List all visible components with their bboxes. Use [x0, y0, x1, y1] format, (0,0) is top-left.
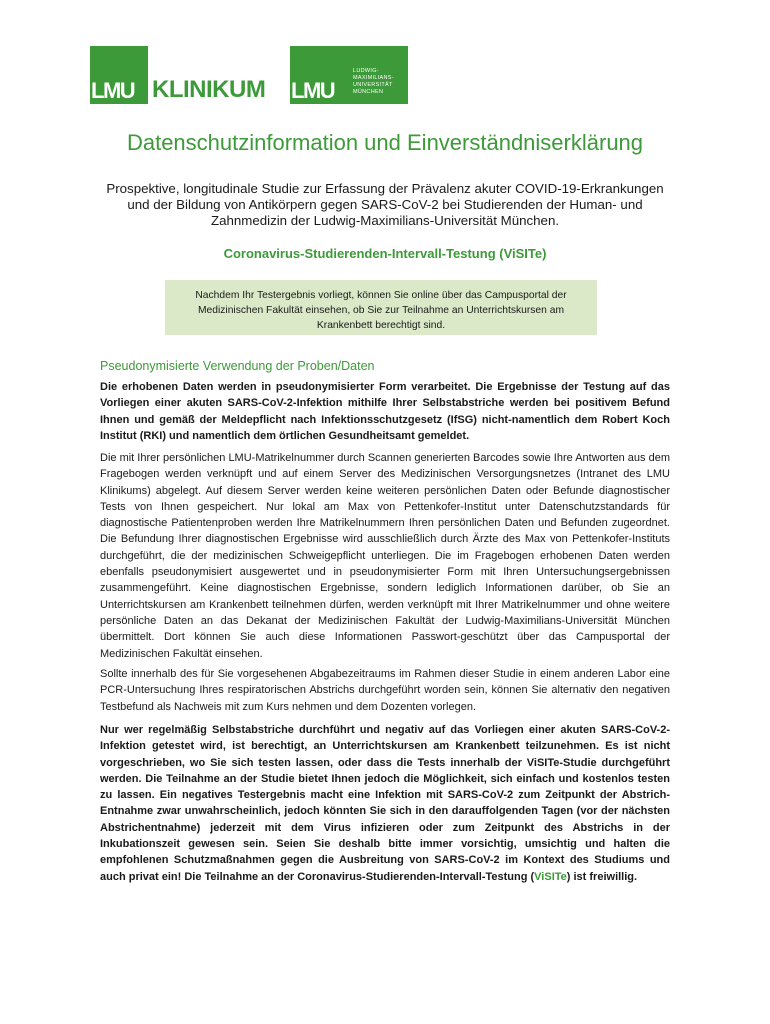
lmu-logo-block-left [90, 46, 148, 104]
lmu-logo-text-left: LMU [91, 78, 135, 103]
university-name-text: LUDWIG- MAXIMILIANS- UNIVERSITÄT MÜNCHEN [353, 68, 394, 95]
paragraph-external-test: Sollte innerhalb des für Sie vorgesehenen Abgabezeitraums im Rahmen dieser Studie in einem anderen Labor eine PCR-Untersuchung Ihres respiratorischen Abstrichs durchgeführt worden sein, können Sie alternativ den negativen Testbefund als Nachweis mit zum Kurs nehmen und dem Dozenten vorlegen. [100, 668, 670, 713]
university-logo-block [348, 46, 408, 104]
notice-text: Nachdem Ihr Testergebnis vorliegt, können Sie online über das Campusportal der Medizinischen Fakultät einsehen, ob Sie zur Teilnahme an Unterrichtskursen am Krankenbett berechtigt sind. [195, 290, 567, 331]
paragraph-data-processing: Die erhobenen Daten werden in pseudonymisierter Form verarbeitet. Die Ergebnisse der Testung auf das Vorliegen einer akuten SARS-CoV-2-Infektion mithilfe Ihrer Selbstabstriche werden bei positivem Befund Ihnen und gemäß der Meldepflicht nach Infektionsschutzgesetz (IfSG) nicht-namentlich dem Robert Koch Institut (RKI) und namentlich dem örtlichen Gesundheitsamt gemeldet. [100, 381, 670, 442]
participation-text: Nur wer regelmäßig Selbstabstriche durchführt und negativ auf das Vorliegen einer akuten SARS-CoV-2-Infektion getestet wird, ist berechtigt, an Unterrichtskursen am Krankenbett teilzunehmen. Es ist nicht vorgeschrieben, wo Sie sich testen lassen, oder dass die Tests innerhalb der ViSITe-Studie durchgeführt werden. Die Teilnahme an der Studie bietet Ihnen jedoch die Möglichkeit, sich einfach und kostenlos testen zu lassen. Ein negatives Testergebnis macht eine Infektion mit SARS-CoV-2 zum Zeitpunkt der Abstrich-Entnahme zwar unwahrscheinlich, jedoch könnten Sie sich in den darauffolgenden Tagen (vor der nächsten Abstrichentnahme) jederzeit mit dem Virus infizieren oder zum Zeitpunkt des Abstrichs in der Inkubationszeit gewesen sein. Seien Sie deshalb bitte immer vorsichtig, umsichtig und halten die empfohlenen Schutzmaßnahmen gegen die Ausbreitung von SARS-CoV-2 im Kontext des Studiums und auch privat ein! Die Teilnahme an der Coronavirus-Studierenden-Intervall-Testung ( [100, 724, 670, 883]
paragraph-participation [100, 722, 670, 885]
page-title: Datenschutzinformation und Einverständniserklärung [126, 130, 644, 155]
lmu-logo-block-right [290, 46, 348, 104]
section-heading: Pseudonymisierte Verwendung der Proben/Daten [100, 359, 375, 373]
visite-acronym: ViSITe [534, 870, 567, 883]
paragraph-data-linking: Die mit Ihrer persönlichen LMU-Matrikelnummer durch Scannen generierten Barcodes sowie Ihre Antworten aus dem Fragebogen werden verknüpft und auf einem Server des Medizinischen Versorgungsnetzes (Intranet des LMU Klinikums) abgelegt. Auf diesem Server werden keine weiteren persönlichen Daten oder Befunde diagnostischer Tests von Ihnen gespeichert. Nur lokal am Max von Pettenkofer-Institut unter Datenschutzstandards für diagnostische Patientenproben werden Ihre Matrikelnummern Ihren persönlichen Daten und Befunden zugeordnet. Die Befundung Ihrer diagnostischen Ergebnisse wird ausschließlich durch Ärzte des Max von Pettenkofer-Instituts durchgeführt, die der medizinischen Schweigepflicht unterliegen. Die im Fragebogen erhobenen Daten werden ebenfalls pseudonymisiert ausgewertet und in pseudonymisierter Form mit Ihren Untersuchungsergebnissen zusammengeführt. Keine diagnostischen Ergebnisse, sondern lediglich Informationen darüber, ob Sie an Unterrichtskursen am Krankenbett teilnehmen dürfen, werden verknüpft mit Ihrer Matrikelnummer und ohne weitere persönliche Daten an das Dekanat der Medizinischen Fakultät der Ludwig-Maximilians-Universität München übermittelt. Dort können Sie auch diese Informationen Passwort-geschützt über das Campusportal der Medizinischen Fakultät einsehen. [100, 452, 670, 660]
study-name: Coronavirus-Studierenden-Intervall-Testung (ViSITe) [223, 246, 547, 261]
klinikum-logo-text: KLINIKUM [152, 76, 266, 103]
lmu-klinikum-logo [90, 46, 420, 104]
lmu-logo-text-right: LMU [291, 78, 335, 103]
notice-box [165, 280, 597, 335]
study-subtitle: Prospektive, longitudinale Studie zur Erfassung der Prävalenz akuter COVID-19-Erkrankungen und der Bildung von Antikörpern gegen SARS-CoV-2 bei Studierenden der Human- und Zahnmedizin der Ludwig-Maximilians-Universität München. [106, 181, 664, 228]
participation-text-end: ) ist freiwillig. [566, 870, 638, 883]
klinikum-logo-block [148, 46, 290, 104]
